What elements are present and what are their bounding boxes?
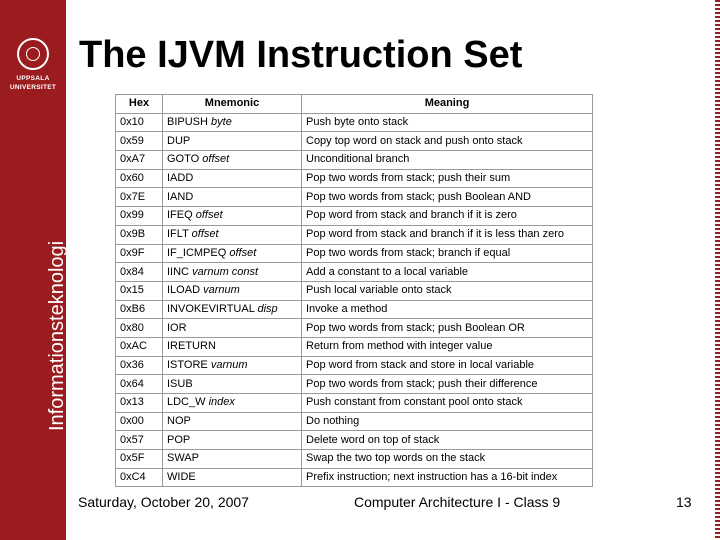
mnemonic-cell <box>163 412 302 431</box>
mnemonic-operand: index <box>208 396 235 409</box>
hex-cell: 0x13 <box>116 394 163 413</box>
meaning-cell: Pop two words from stack; branch if equal <box>302 244 593 263</box>
mnemonic-operand: byte <box>211 116 232 129</box>
mnemonic-name: BIPUSH <box>167 116 208 129</box>
table-header-row <box>116 95 593 114</box>
table-row <box>116 337 593 356</box>
page-number: 13 <box>676 494 692 510</box>
mnemonic-operand: offset <box>191 228 219 241</box>
table-row <box>116 188 593 207</box>
mnemonic-name: LDC_W <box>167 396 206 409</box>
mnemonic-cell <box>163 468 302 487</box>
mnemonic-name: IAND <box>167 190 194 203</box>
hex-cell: 0x57 <box>116 431 163 450</box>
mnemonic-cell <box>163 113 302 132</box>
mnemonic-operand: varnum <box>203 284 240 297</box>
hex-cell: 0xC4 <box>116 468 163 487</box>
meaning-cell: Copy top word on stack and push onto stack <box>302 132 593 151</box>
mnemonic-cell <box>163 394 302 413</box>
table-row <box>116 412 593 431</box>
mnemonic-name: POP <box>167 433 191 446</box>
meaning-cell: Delete word on top of stack <box>302 431 593 450</box>
hex-cell: 0x36 <box>116 356 163 375</box>
table-row <box>116 319 593 338</box>
meaning-cell: Return from method with integer value <box>302 337 593 356</box>
mnemonic-name: IRETURN <box>167 340 216 353</box>
mnemonic-name: WIDE <box>167 471 196 484</box>
mnemonic-operand: offset <box>229 246 257 259</box>
meaning-cell: Do nothing <box>302 412 593 431</box>
mnemonic-name: SWAP <box>167 452 199 465</box>
mnemonic-cell <box>163 151 302 170</box>
mnemonic-name: DUP <box>167 134 191 147</box>
table-row <box>116 300 593 319</box>
footer-date: Saturday, October 20, 2007 <box>78 494 249 510</box>
logo-text-line2: UNIVERSITET <box>9 84 57 91</box>
meaning-cell: Pop two words from stack; push their sum <box>302 169 593 188</box>
meaning-cell: Push byte onto stack <box>302 113 593 132</box>
mnemonic-cell <box>163 244 302 263</box>
mnemonic-cell <box>163 300 302 319</box>
table-row <box>116 225 593 244</box>
table-row <box>116 151 593 170</box>
table-row <box>116 207 593 226</box>
mnemonic-cell <box>163 450 302 469</box>
mnemonic-name: IF_ICMPEQ <box>167 246 227 259</box>
header-mnemonic: Mnemonic <box>163 95 302 114</box>
mnemonic-name: IADD <box>167 172 194 185</box>
table-row <box>116 244 593 263</box>
table-row <box>116 132 593 151</box>
hex-cell: 0xAC <box>116 337 163 356</box>
meaning-cell: Pop two words from stack; push Boolean AND <box>302 188 593 207</box>
table-row <box>116 169 593 188</box>
meaning-cell: Pop word from stack and store in local variable <box>302 356 593 375</box>
hex-cell: 0x5F <box>116 450 163 469</box>
slide-title: The IJVM Instruction Set <box>79 34 523 76</box>
logo-text-line1: UPPSALA <box>16 75 50 82</box>
mnemonic-cell <box>163 225 302 244</box>
mnemonic-cell <box>163 356 302 375</box>
hex-cell: 0x64 <box>116 375 163 394</box>
footer-course: Computer Architecture I - Class 9 <box>354 494 561 510</box>
hex-cell: 0x15 <box>116 281 163 300</box>
table-body <box>116 113 593 487</box>
hex-cell: 0x60 <box>116 169 163 188</box>
mnemonic-cell <box>163 281 302 300</box>
hex-cell: 0x80 <box>116 319 163 338</box>
mnemonic-name: NOP <box>167 415 191 428</box>
mnemonic-operand: varnum <box>210 358 248 371</box>
mnemonic-name: ISUB <box>167 377 193 390</box>
hex-cell: 0x59 <box>116 132 163 151</box>
table-row <box>116 281 593 300</box>
mnemonic-operand: varnum const <box>192 265 259 278</box>
meaning-cell: Unconditional branch <box>302 151 593 170</box>
mnemonic-operand: disp <box>257 302 278 315</box>
hex-cell: 0x99 <box>116 207 163 226</box>
mnemonic-name: GOTO <box>167 153 200 166</box>
hex-cell: 0x9F <box>116 244 163 263</box>
mnemonic-cell <box>163 337 302 356</box>
table-row <box>116 450 593 469</box>
meaning-cell: Pop word from stack and branch if it is zero <box>302 207 593 226</box>
mnemonic-cell <box>163 263 302 282</box>
table-row <box>116 431 593 450</box>
mnemonic-name: IINC <box>167 265 189 278</box>
hex-cell: 0xA7 <box>116 151 163 170</box>
meaning-cell: Invoke a method <box>302 300 593 319</box>
mnemonic-name: ISTORE <box>167 358 208 371</box>
mnemonic-name: ILOAD <box>167 284 201 297</box>
table-row <box>116 394 593 413</box>
hex-cell: 0x10 <box>116 113 163 132</box>
decorative-border <box>715 0 720 540</box>
mnemonic-cell <box>163 188 302 207</box>
table-row <box>116 375 593 394</box>
meaning-cell: Push local variable onto stack <box>302 281 593 300</box>
mnemonic-name: IFLT <box>167 228 189 241</box>
meaning-cell: Pop word from stack and branch if it is less than zero <box>302 225 593 244</box>
mnemonic-cell <box>163 319 302 338</box>
meaning-cell: Swap the two top words on the stack <box>302 450 593 469</box>
meaning-cell: Prefix instruction; next instruction has a 16-bit index <box>302 468 593 487</box>
meaning-cell: Add a constant to a local variable <box>302 263 593 282</box>
meaning-cell: Pop two words from stack; push their difference <box>302 375 593 394</box>
meaning-cell: Push constant from constant pool onto stack <box>302 394 593 413</box>
hex-cell: 0x7E <box>116 188 163 207</box>
hex-cell: 0x9B <box>116 225 163 244</box>
sidebar <box>0 0 66 540</box>
mnemonic-name: IFEQ <box>167 209 193 222</box>
mnemonic-cell <box>163 375 302 394</box>
header-meaning: Meaning <box>302 95 593 114</box>
table-row <box>116 113 593 132</box>
meaning-cell: Pop two words from stack; push Boolean OR <box>302 319 593 338</box>
table-row <box>116 468 593 487</box>
department-label: Informationsteknologi <box>46 240 68 431</box>
mnemonic-name: IOR <box>167 321 187 334</box>
mnemonic-name: INVOKEVIRTUAL <box>167 302 255 315</box>
mnemonic-operand: offset <box>195 209 223 222</box>
table-row <box>116 356 593 375</box>
instruction-table <box>115 94 593 487</box>
mnemonic-operand: offset <box>202 153 230 166</box>
mnemonic-cell <box>163 431 302 450</box>
hex-cell: 0xB6 <box>116 300 163 319</box>
header-hex: Hex <box>116 95 163 114</box>
university-seal-icon <box>17 38 49 70</box>
table-row <box>116 263 593 282</box>
mnemonic-cell <box>163 132 302 151</box>
hex-cell: 0x00 <box>116 412 163 431</box>
hex-cell: 0x84 <box>116 263 163 282</box>
mnemonic-cell <box>163 169 302 188</box>
mnemonic-cell <box>163 207 302 226</box>
